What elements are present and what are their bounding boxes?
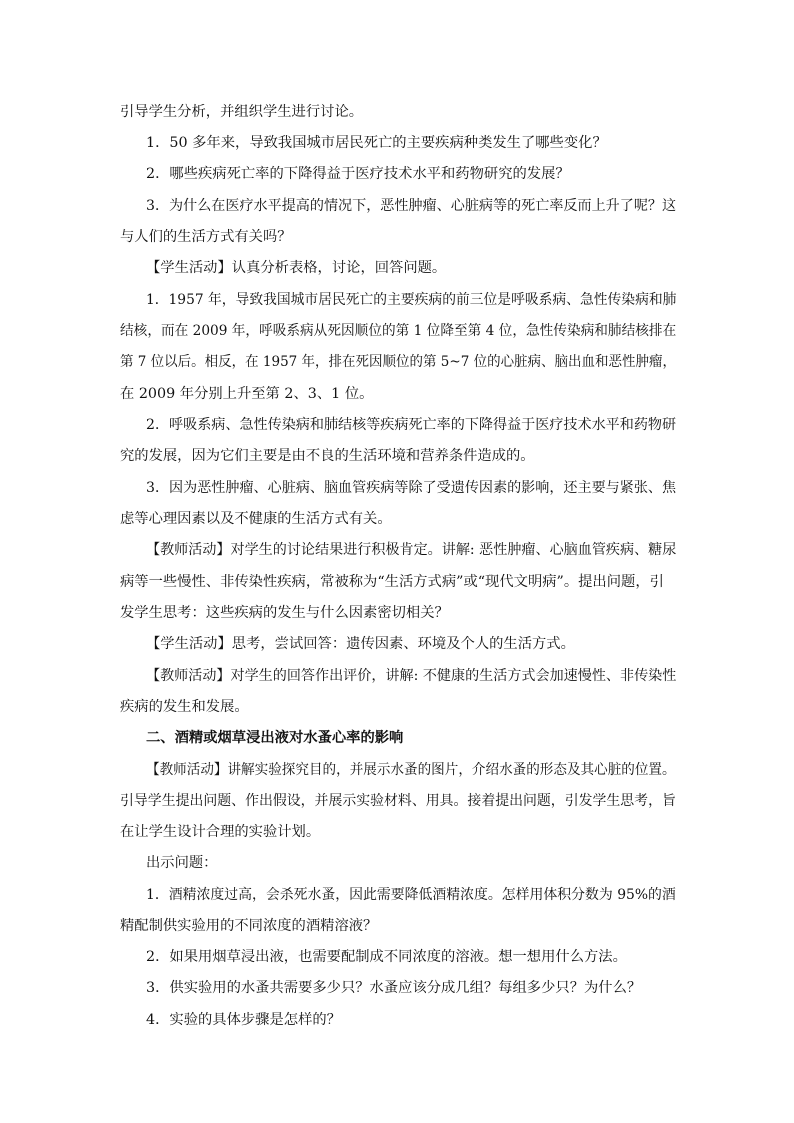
question-2: 2．哪些疾病死亡率的下降得益于医疗技术水平和药物研究的发展？: [146, 166, 570, 182]
section-heading: 二、酒精或烟草浸出液对水蚤心率的影响: [146, 730, 404, 746]
paragraph-line: 结核，而在 2009 年，呼吸系病从死因顺位的第 1 位降至第 4 位，急性传染病和肺结核排在: [120, 323, 677, 339]
paragraph-line: 疾病的发生和发展。: [120, 699, 249, 715]
question-4: 4．实验的具体步骤是怎样的？: [146, 1012, 341, 1028]
paragraph-line: 引导学生提出问题、作出假设，并展示实验材料、用具。接着提出问题，引发学生思考，旨: [120, 793, 676, 809]
paragraph-line: 在让学生设计合理的实验计划。: [120, 824, 321, 840]
question-3: 3．为什么在医疗水平提高的情况下，恶性肿瘤、心脏病等的死亡率反而上升了呢？这: [146, 198, 677, 214]
paragraph-line: 与人们的生活方式有关吗？: [120, 229, 292, 245]
student-activity: 【学生活动】认真分析表格，讨论，回答问题。: [146, 260, 447, 276]
paragraph-line: 究的发展，因为它们主要是由不良的生活环境和营养条件造成的。: [120, 448, 535, 464]
question-1: 1．酒精浓度过高，会杀死水蚤，因此需要降低酒精浓度。怎样用体积分数为 95%的酒: [146, 887, 676, 903]
paragraph-line: 虑等心理因素以及不健康的生活方式有关。: [120, 511, 392, 527]
student-activity: 【学生活动】思考，尝试回答：遗传因素、环境及个人的生活方式。: [146, 636, 575, 652]
teacher-activity: 【教师活动】讲解实验探究目的，并展示水蚤的图片，介绍水蚤的形态及其心脏的位置。: [146, 762, 676, 778]
paragraph-line: 精配制供实验用的不同浓度的酒精溶液？: [120, 918, 378, 934]
teacher-activity: 【教师活动】对学生的回答作出评价，讲解: 不健康的生活方式会加速慢性、非传染性: [146, 668, 677, 684]
answer-2: 2．呼吸系病、急性传染病和肺结核等疾病死亡率的下降得益于医疗技术水平和药物研: [146, 417, 677, 433]
question-1: 1．50 多年来，导致我国城市居民死亡的主要疾病种类发生了哪些变化？: [146, 135, 607, 151]
paragraph-line: 在 2009 年分别上升至第 2、3、1 位。: [120, 386, 374, 402]
answer-1: 1．1957 年，导致我国城市居民死亡的主要疾病的前三位是呼吸系病、急性传染病和肺: [146, 292, 677, 308]
answer-3: 3．因为恶性肿瘤、心脏病、脑血管疾病等除了受遗传因素的影响，还主要与紧张、焦: [146, 480, 677, 496]
paragraph-line: 发学生思考：这些疾病的发生与什么因素密切相关？: [120, 605, 449, 621]
paragraph-line: 病等一些慢性、非传染性疾病，常被称为“生活方式病”或“现代文明病”。提出问题，引: [120, 574, 664, 590]
teacher-activity: 【教师活动】对学生的讨论结果进行积极肯定。讲解: 恶性肿瘤、心脑血管疾病、糖尿: [146, 542, 677, 558]
paragraph-line: 第 7 位以后。相反，在 1957 年，排在死因顺位的第 5~7 位的心脏病、脑出血和恶性肿瘤，: [120, 354, 677, 370]
questions-label: 出示问题：: [146, 855, 218, 871]
paragraph-line: 引导学生分析，并组织学生进行讨论。: [120, 104, 364, 120]
question-3: 3．供实验用的水蚤共需要多少只？水蚤应该分成几组？每组多少只？为什么？: [146, 980, 642, 996]
question-2: 2．如果用烟草浸出液，也需要配制成不同浓度的溶液。想一想用什么方法。: [146, 949, 627, 965]
